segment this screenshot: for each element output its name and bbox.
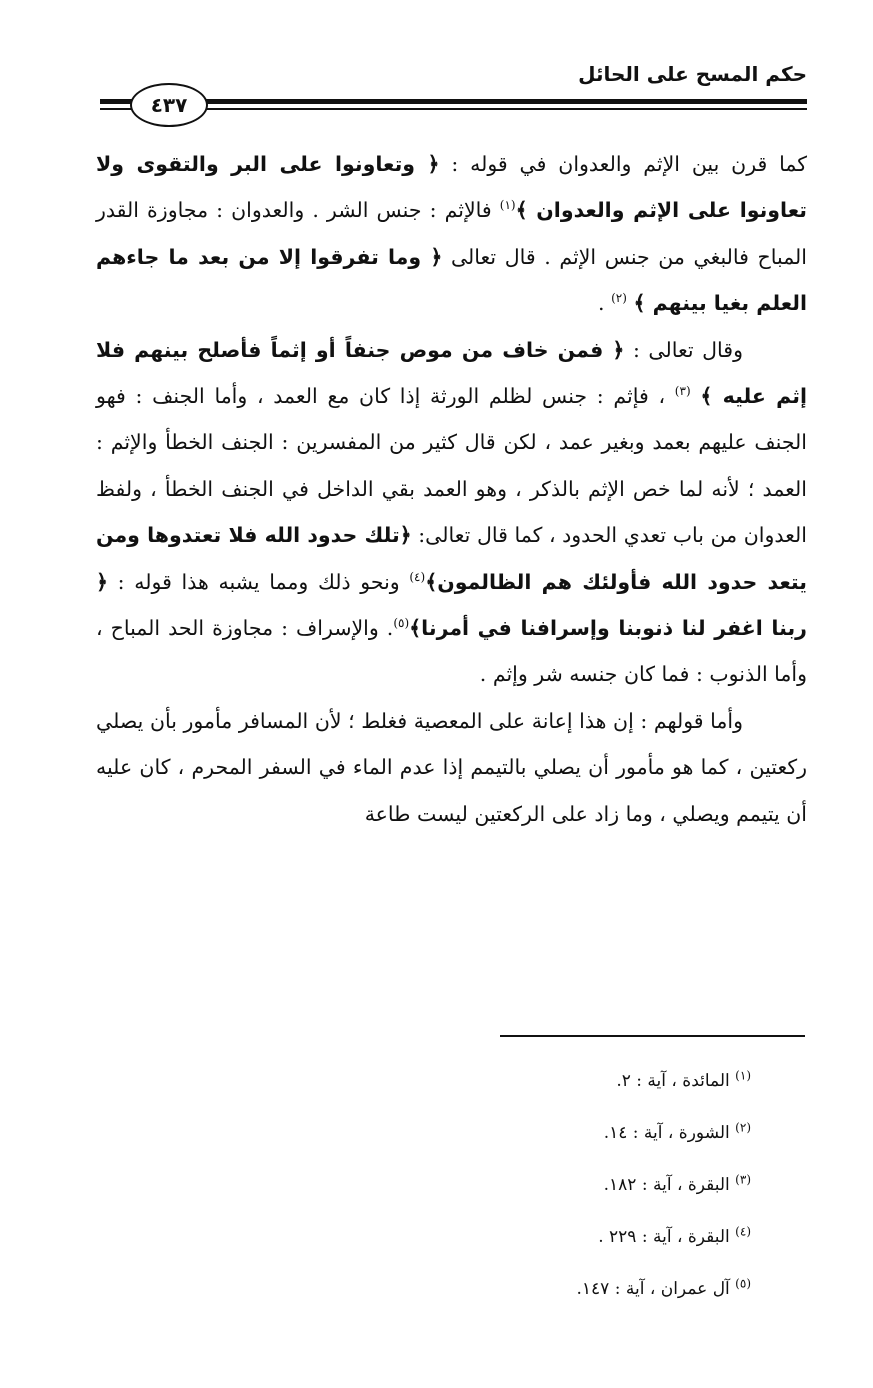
footnote-item — [300, 1055, 751, 1107]
footnote-ref: (١) — [499, 198, 516, 213]
text-run: ، فإثم : جنس لظلم الورثة إذا كان مع العمد ، وأما الجنف : فهو الجنف عليهم بعمد وبغير عمد ، لكن قال كثير من المفسرين : الجنف الخطأ والإثم : العمد ؛ لأنه لما خص الإثم بالذكر ، وهو العمد بقي الداخل في الجنف الخطأ ، ولفظ العدوان من باب تعدي الحدود ، كما قال تعالى: — [96, 384, 807, 548]
footnote-number: (٤) — [735, 1224, 751, 1239]
running-title: حكم المسح على الحائل — [578, 62, 807, 86]
paragraph-1 — [96, 141, 807, 327]
footnotes — [300, 1055, 751, 1315]
footnote-text: الشورة ، آية : ١٤. — [603, 1123, 730, 1143]
footnote-text: البقرة ، آية : ١٨٢. — [603, 1175, 730, 1195]
footnote-item — [300, 1107, 751, 1159]
footnote-number: (٣) — [735, 1172, 751, 1187]
footnote-rule — [500, 1035, 805, 1037]
quran-quote: ﴿ فمن خاف من موص جنفاً أو إثماً فأصلح بينهم فلا إثم عليه ﴾ — [96, 337, 807, 409]
quran-quote: ﴿ وما تفرقوا إلا من بعد ما جاءهم العلم بغيا بينهم ﴾ — [96, 244, 807, 316]
quran-quote: ﴿تلك حدود الله فلا تعتدوها ومن يتعد حدود الله فأولئك هم الظالمون﴾ — [96, 523, 807, 594]
footnote-ref: (٥) — [393, 616, 410, 631]
footnote-text: البقرة ، آية : ٢٢٩ . — [598, 1227, 730, 1247]
footnote-ref: (٣) — [674, 384, 691, 399]
paragraph-2 — [96, 327, 807, 698]
footnote-text: المائدة ، آية : ٢. — [616, 1071, 730, 1091]
quran-quote: ﴿ وتعاونوا على البر والتقوى ولا تعاونوا على الإثم والعدوان ﴾ — [96, 152, 808, 223]
footnote-item — [300, 1211, 751, 1263]
quran-quote: ﴿ ربنا اغفر لنا ذنوبنا وإسرافنا في أمرنا﴾ — [96, 569, 807, 641]
text-run: ونحو ذلك ومما يشبه هذا قوله : — [108, 569, 410, 594]
footnote-item — [300, 1263, 751, 1315]
text-run: . والإسراف : مجاوزة الحد المباح ، وأما الذنوب : فما كان جنسه شر وإثم . — [96, 616, 807, 687]
text-run: وأما قولهم : إن هذا إعانة على المعصية فغلط ؛ لأن المسافر مأمور بأن يصلي ركعتين ، كما هو مأمور أن يصلي بالتيمم إذا عدم الماء في السفر المحرم ، كان عليه أن يتيمم ويصلي ، وما زاد على الركعتين ليست طاعة — [96, 708, 807, 826]
text-run: كما قرن بين الإثم والعدوان في قوله : — [439, 152, 808, 176]
footnote-ref: (٤) — [409, 569, 426, 584]
main-text — [96, 141, 807, 837]
footnote-ref: (٢) — [611, 291, 627, 306]
footnote-item — [300, 1159, 751, 1211]
footnote-text: آل عمران ، آية : ١٤٧. — [576, 1279, 730, 1299]
footnote-number: (٥) — [735, 1276, 751, 1291]
text-run: فالإثم : جنس الشر . والعدوان : مجاوزة القدر المباح فالبغي من جنس الإثم . قال تعالى — [96, 198, 807, 269]
footnote-number: (٢) — [735, 1120, 751, 1135]
text-run: . — [598, 291, 612, 316]
page-number: ٤٣٧ — [130, 83, 208, 127]
text-run: وقال تعالى : — [624, 337, 743, 362]
footnote-number: (١) — [735, 1068, 751, 1083]
paragraph-3 — [96, 698, 807, 837]
